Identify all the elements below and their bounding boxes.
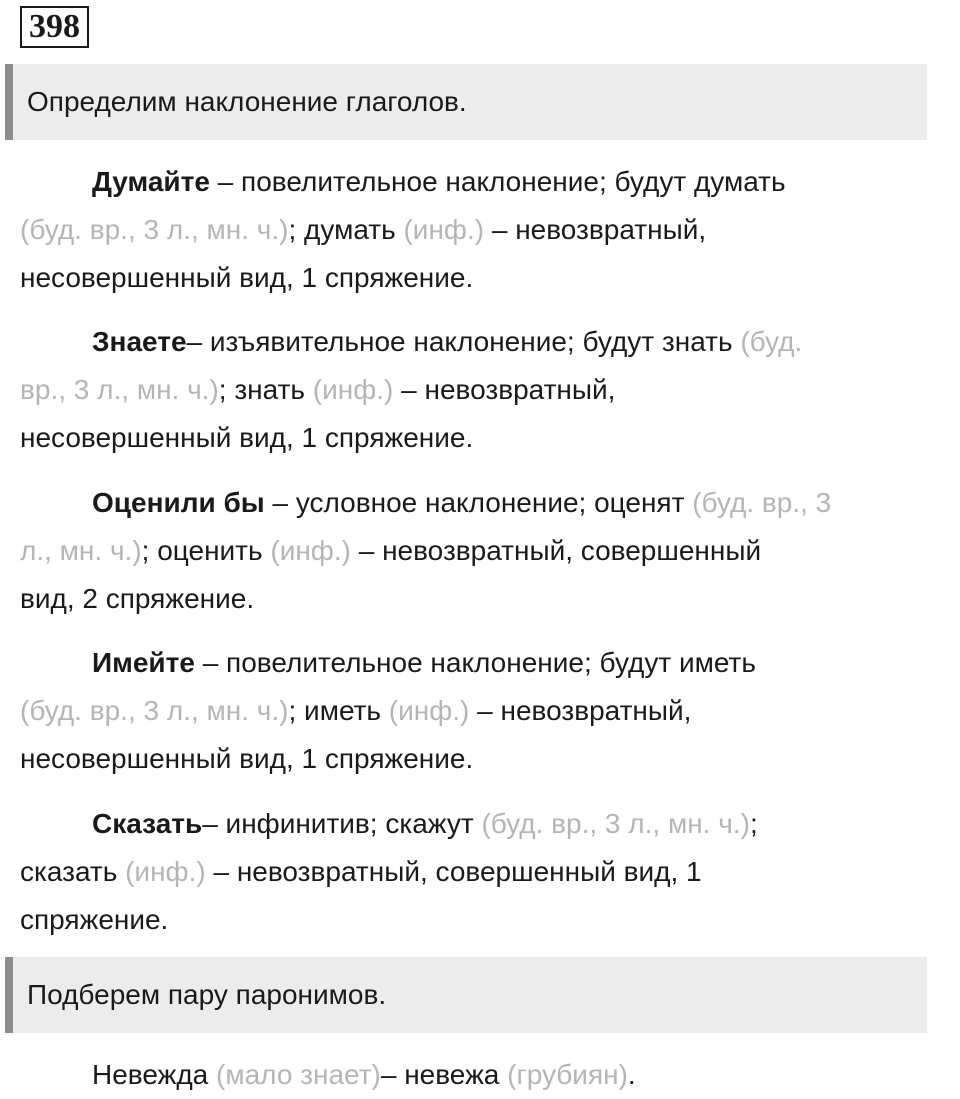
entry-line bbox=[20, 848, 940, 896]
entry-line bbox=[20, 527, 940, 575]
verb-term: Оценили бы bbox=[92, 487, 265, 518]
verb-entry-imeyte bbox=[20, 639, 940, 783]
entry-line bbox=[20, 735, 940, 783]
entry-text: ; bbox=[749, 808, 758, 839]
paronym-note: (мало знает) bbox=[216, 1059, 381, 1090]
entry-text: ; знать bbox=[218, 374, 313, 405]
entry-line bbox=[20, 800, 940, 848]
entry-text: сказать bbox=[20, 856, 126, 887]
entry-text: – изъявительное наклонение; будут знать bbox=[186, 326, 741, 357]
entry-text: – невозвратный, совершенный вид, 1 bbox=[205, 856, 702, 887]
paronym-pair bbox=[20, 1051, 940, 1099]
entry-text: несовершенный вид, 1 спряжение. bbox=[20, 422, 474, 453]
entry-text: ; думать bbox=[288, 214, 404, 245]
entry-text: – повелительное наклонение; будут думать bbox=[209, 166, 786, 197]
grammar-note: (инф.) bbox=[125, 856, 206, 887]
paronym-note: (грубиян) bbox=[507, 1059, 628, 1090]
grammar-note: (инф.) bbox=[403, 214, 485, 245]
grammar-note: л., мн. ч.) bbox=[20, 535, 142, 566]
entry-text: спряжение. bbox=[20, 904, 169, 935]
section-header-paronyms: Подберем пару паронимов. bbox=[5, 957, 927, 1033]
entry-text: ; оценить bbox=[141, 535, 271, 566]
verb-entry-skazat bbox=[20, 800, 940, 944]
entry-text: – повелительное наклонение; будут иметь bbox=[194, 647, 756, 678]
entry-line bbox=[20, 158, 940, 206]
grammar-note: (инф.) bbox=[270, 535, 351, 566]
grammar-note: (буд. вр., 3 л., мн. ч.) bbox=[20, 695, 289, 726]
verb-entry-dumayte bbox=[20, 158, 940, 302]
entry-line bbox=[20, 366, 940, 414]
grammar-note: вр., 3 л., мн. ч.) bbox=[20, 374, 219, 405]
verb-entry-znaete bbox=[20, 318, 940, 462]
entry-text: несовершенный вид, 1 спряжение. bbox=[20, 262, 474, 293]
entry-text: ; иметь bbox=[288, 695, 389, 726]
entry-text: – невозвратный, bbox=[484, 214, 707, 245]
entry-text: – условное наклонение; оценят bbox=[264, 487, 693, 518]
grammar-note: (буд. вр., 3 л., мн. ч.) bbox=[20, 214, 289, 245]
entry-text: – невозвратный, совершенный bbox=[350, 535, 762, 566]
verb-term: Думайте bbox=[92, 166, 210, 197]
entry-line bbox=[20, 575, 940, 623]
verb-term: Знаете bbox=[92, 326, 187, 357]
paronym-separator: – невежа bbox=[380, 1059, 508, 1090]
grammar-note: (инф.) bbox=[312, 374, 394, 405]
entry-line bbox=[20, 479, 940, 527]
grammar-note: (буд. вр., 3 bbox=[692, 487, 832, 518]
entry-line bbox=[20, 206, 940, 254]
exercise-number: 398 bbox=[20, 6, 89, 48]
entry-text: – невозвратный, bbox=[469, 695, 692, 726]
verb-term: Имейте bbox=[92, 647, 195, 678]
section-header-mood: Определим наклонение глаголов. bbox=[5, 64, 927, 140]
entry-line bbox=[20, 639, 940, 687]
entry-line bbox=[20, 414, 940, 462]
paronym-word: Невежда bbox=[92, 1059, 217, 1090]
entry-text: – невозвратный, bbox=[393, 374, 616, 405]
grammar-note: (инф.) bbox=[388, 695, 470, 726]
verb-term: Сказать bbox=[92, 808, 203, 839]
entry-line bbox=[20, 1051, 940, 1099]
verb-entry-otsenili-by bbox=[20, 479, 940, 623]
entry-line bbox=[20, 687, 940, 735]
grammar-note: (буд. bbox=[740, 326, 803, 357]
entry-line bbox=[20, 318, 940, 366]
entry-line bbox=[20, 254, 940, 302]
entry-text: несовершенный вид, 1 спряжение. bbox=[20, 743, 474, 774]
entry-text: вид, 2 спряжение. bbox=[20, 583, 255, 614]
paronym-end: . bbox=[627, 1059, 636, 1090]
grammar-note: (буд. вр., 3 л., мн. ч.) bbox=[481, 808, 750, 839]
entry-text: – инфинитив; скажут bbox=[202, 808, 482, 839]
entry-line bbox=[20, 896, 940, 944]
